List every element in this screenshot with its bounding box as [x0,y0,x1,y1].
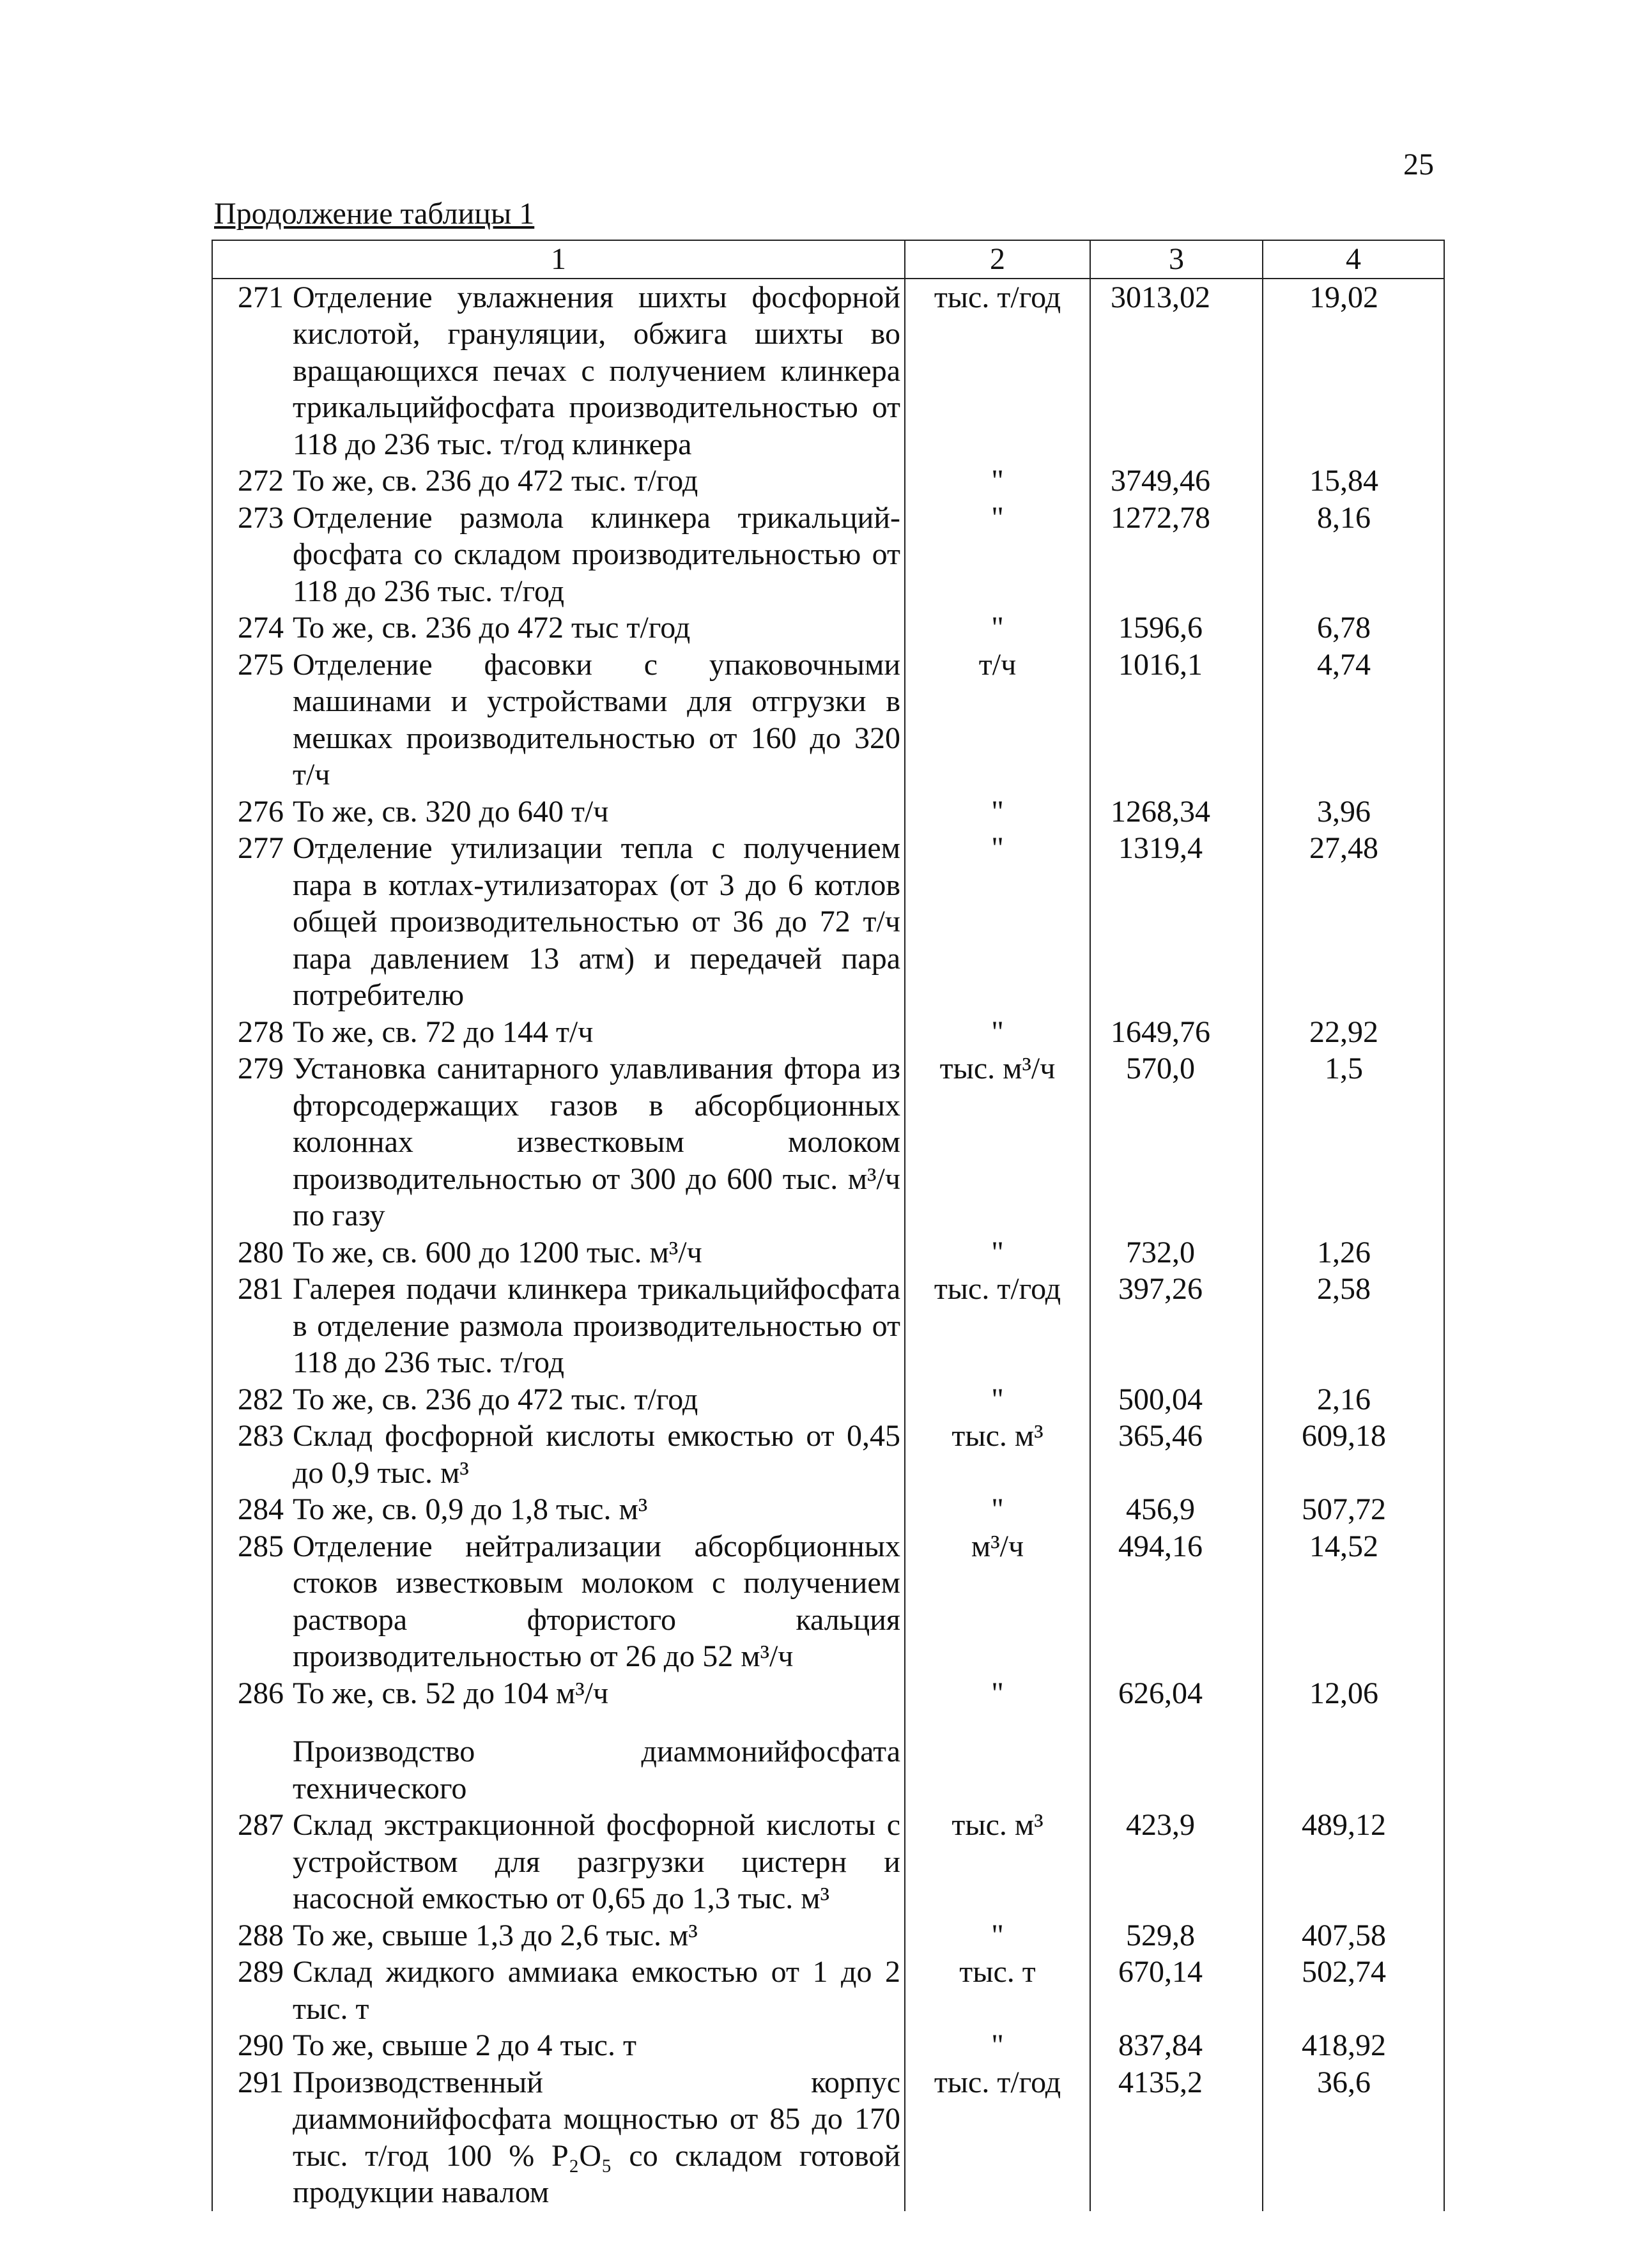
row-number: 285 [238,1529,284,1563]
table-row [212,1050,1444,1234]
row-description: Склад фосфорной кислоты емкостью от 0,45 до 0,9 тыс. м³ [293,1419,900,1490]
row-value-3: 529,8 [1090,1917,1263,1954]
row-unit: т/ч [905,647,1090,793]
row-value-4: 12,06 [1263,1675,1444,1712]
row-number: 286 [238,1676,284,1710]
table-row [212,500,1444,610]
row-number: 272 [238,464,284,498]
table-row [212,279,1444,463]
page-number: 25 [1403,148,1434,181]
row-number: 284 [238,1492,284,1526]
row-number: 283 [238,1419,284,1453]
row-value-4: 2,16 [1263,1381,1444,1418]
row-value-4: 502,74 [1263,1954,1444,2027]
table-row [212,1234,1444,1271]
row-value-4: 15,84 [1263,463,1444,500]
row-value-3: 626,04 [1090,1675,1263,1712]
row-value-4: 1,26 [1263,1234,1444,1271]
row-description: То же, св. 236 до 472 тыс. т/год [293,464,698,498]
row-value-4: 3,96 [1263,793,1444,831]
row-number: 274 [238,611,284,645]
row-value-4: 8,16 [1263,500,1444,610]
row-description: То же, св. 236 до 472 тыс. т/год [293,1382,698,1416]
row-value-4: 14,52 [1263,1528,1444,1675]
row-number: 276 [238,794,284,829]
row-value-4: 6,78 [1263,609,1444,647]
table-row [212,1491,1444,1528]
row-description: То же, св. 52 до 104 м³/ч [293,1676,609,1710]
column-header-2: 2 [905,240,1090,279]
row-number: 279 [238,1052,284,1085]
row-unit: тыс. м³/ч [905,1050,1090,1234]
row-description: Отделение утилизации тепла с получением пара в котлах-утилизаторах (от 3 до 6 котлов общей производительностью от 36 до 72 т/ч пара давлением 13 атм) и передачей пара потребителю [293,831,900,1012]
row-value-3: 3749,46 [1090,463,1263,500]
table-caption: Продолжение таблицы 1 [214,197,535,231]
row-value-3: 1596,6 [1090,609,1263,647]
row-value-3: 670,14 [1090,1954,1263,2027]
row-value-3: 1272,78 [1090,500,1263,610]
row-unit: " [905,463,1090,500]
row-unit: " [905,1491,1090,1528]
row-description: Производственный корпус диаммонийфосфата мощностью от 85 до 170 тыс. т/год 100 % P₂O₅ со складом готовой продукции навалом [293,2065,900,2209]
row-value-3: 494,16 [1090,1528,1263,1675]
row-unit: " [905,1675,1090,1712]
row-value-4: 22,92 [1263,1014,1444,1051]
table-row [212,2027,1444,2064]
row-description: То же, св. 320 до 640 т/ч [293,794,609,829]
row-value-3: 456,9 [1090,1491,1263,1528]
row-value-3: 4135,2 [1090,2064,1263,2211]
table-row [212,1917,1444,1954]
row-description: То же, свыше 1,3 до 2,6 тыс. м³ [293,1918,698,1952]
section-heading-row [212,1712,1444,1807]
row-value-4: 418,92 [1263,2027,1444,2064]
row-unit: " [905,2027,1090,2064]
column-header-1: 1 [212,240,905,279]
column-header-3: 3 [1090,240,1263,279]
row-value-4: 407,58 [1263,1917,1444,1954]
row-value-3: 1268,34 [1090,793,1263,831]
table-row [212,1381,1444,1418]
table-row [212,463,1444,500]
column-header-4: 4 [1263,240,1444,279]
table-row [212,1954,1444,2027]
table-row [212,1271,1444,1381]
row-unit: тыс. т/год [905,2064,1090,2211]
row-value-3: 397,26 [1090,1271,1263,1381]
row-value-4: 1,5 [1263,1050,1444,1234]
table-header-row [212,240,1444,279]
row-value-3: 365,46 [1090,1418,1263,1491]
row-value-4: 19,02 [1263,279,1444,463]
row-number: 275 [238,647,284,682]
row-value-3: 837,84 [1090,2027,1263,2064]
row-value-3: 570,0 [1090,1050,1263,1234]
row-description: Отделение фасовки с упаковочными машинами и устройствами для отгрузки в мешках производительностью от 160 до 320 т/ч [293,647,900,792]
table-row [212,1675,1444,1712]
row-number: 280 [238,1235,284,1269]
row-value-3: 3013,02 [1090,279,1263,463]
row-description: Склад экстракционной фосфорной кислоты с устройством для разгрузки цистерн и насосной емкостью от 0,65 до 1,3 тыс. м³ [293,1808,900,1915]
row-description: То же, свыше 2 до 4 тыс. т [293,2028,636,2062]
row-value-3: 1319,4 [1090,830,1263,1014]
row-description: Отделение увлажнения шихты фосфорной кислотой, грануляции, обжига шихты во вращающихся печах с получением клинкера трикальцийфосфата производительностью от 118 до 236 тыс. т/год клинкера [293,280,900,461]
row-unit: " [905,1234,1090,1271]
row-value-3: 1016,1 [1090,647,1263,793]
row-number: 291 [238,2065,284,2099]
row-unit: тыс. м³ [905,1418,1090,1491]
row-number: 288 [238,1918,284,1952]
row-unit: " [905,1381,1090,1418]
table-row [212,1014,1444,1051]
row-unit: м³/ч [905,1528,1090,1675]
table-row [212,793,1444,831]
row-number: 281 [238,1272,284,1306]
section-title: Производство диаммонийфосфата технического [293,1735,900,1805]
row-value-4: 36,6 [1263,2064,1444,2211]
row-unit: " [905,1917,1090,1954]
row-description: Установка санитарного улавливания фтора из фторсодержащих газов в абсорбционных колоннах известковым молоком производительностью от 300 до 600 тыс. м³/ч по газу [293,1052,900,1232]
row-value-4: 4,74 [1263,647,1444,793]
row-unit: " [905,609,1090,647]
row-value-4: 27,48 [1263,830,1444,1014]
row-value-4: 507,72 [1263,1491,1444,1528]
row-description: Склад жидкого аммиака емкостью от 1 до 2 тыс. т [293,1955,900,2026]
row-number: 278 [238,1015,284,1049]
row-description: Галерея подачи клинкера трикальцийфосфата в отделение размола производительностью от 118 до 236 тыс. т/год [293,1272,900,1379]
row-value-4: 489,12 [1263,1807,1444,1917]
table-row [212,609,1444,647]
table-row [212,1807,1444,1917]
table-row [212,1418,1444,1491]
row-value-3: 500,04 [1090,1381,1263,1418]
table-row [212,830,1444,1014]
row-unit: " [905,830,1090,1014]
row-number: 289 [238,1955,284,1989]
row-description: То же, св. 0,9 до 1,8 тыс. м³ [293,1492,648,1526]
row-number: 271 [238,280,284,314]
row-number: 287 [238,1808,284,1842]
table-row [212,2064,1444,2211]
row-unit: тыс. м³ [905,1807,1090,1917]
row-value-3: 423,9 [1090,1807,1263,1917]
row-value-4: 2,58 [1263,1271,1444,1381]
row-unit: тыс. т/год [905,1271,1090,1381]
row-description: Отделение нейтрализации абсорбционных стоков известковым молоком с получением раствора фтористого кальция производительностью от 26 до 52 м³/ч [293,1529,900,1673]
table-row [212,1528,1444,1675]
price-table [212,240,1445,2211]
row-number: 277 [238,831,284,865]
row-unit: " [905,793,1090,831]
row-description: То же, св. 600 до 1200 тыс. м³/ч [293,1235,702,1269]
row-value-4: 609,18 [1263,1418,1444,1491]
row-description: То же, св. 72 до 144 т/ч [293,1015,594,1049]
row-number: 282 [238,1382,284,1416]
row-unit: " [905,500,1090,610]
table-row [212,647,1444,793]
row-value-3: 732,0 [1090,1234,1263,1271]
row-number: 273 [238,500,284,535]
row-number: 290 [238,2028,284,2062]
row-description: Отделение размола клинкера трикальций-фосфата со складом производительностью от 118 до 236 тыс. т/год [293,500,900,608]
row-unit: тыс. т [905,1954,1090,2027]
row-value-3: 1649,76 [1090,1014,1263,1051]
row-unit: " [905,1014,1090,1051]
row-description: То же, св. 236 до 472 тыс т/год [293,611,691,645]
row-unit: тыс. т/год [905,279,1090,463]
